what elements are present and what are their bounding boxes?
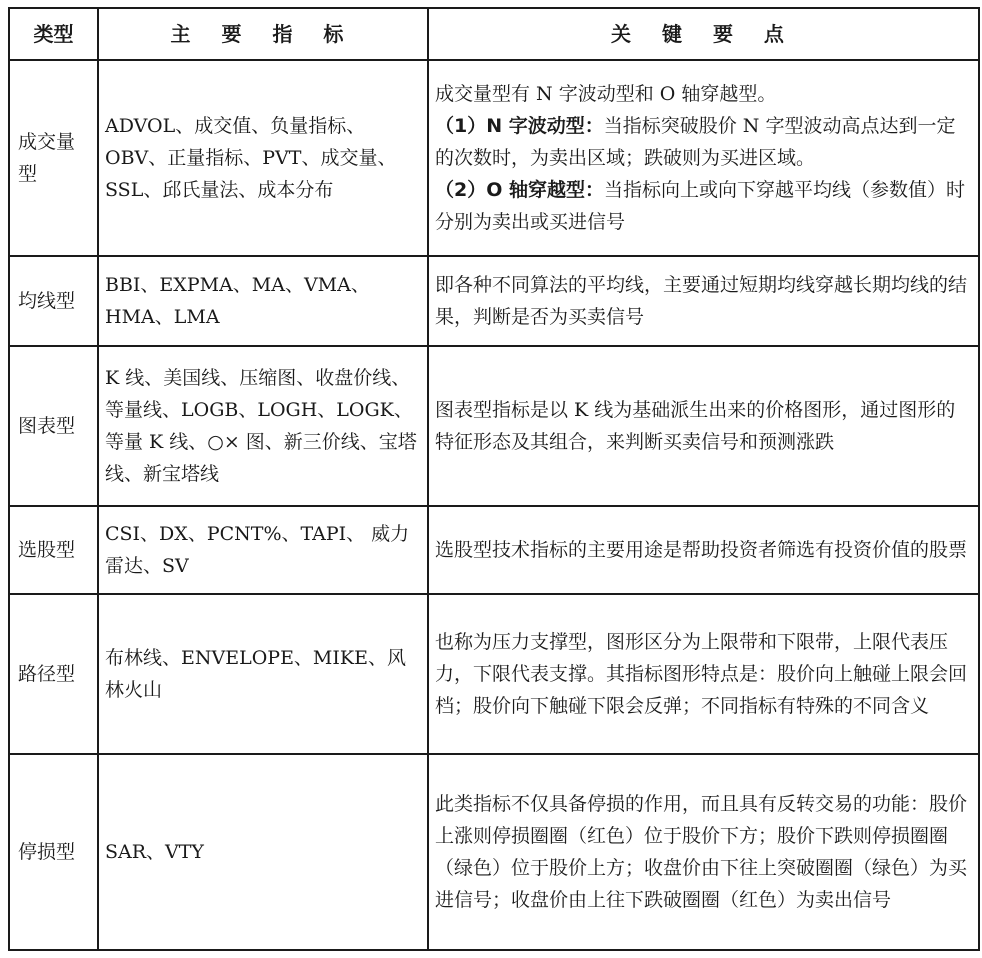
indicators-cell: 布林线、ENVELOPE、MIKE、风林火山 xyxy=(98,594,428,754)
indicators-cell: K 线、美国线、压缩图、收盘价线、等量线、LOGB、LOGH、LOGK、等量 K 线、○× 图、新三价线、宝塔线、新宝塔线 xyxy=(98,346,428,506)
table-row xyxy=(9,594,979,754)
type-cell: 图表型 xyxy=(9,346,98,506)
item-2-text: 当指标向上或向下穿越平均线（参数值）时分别为卖出或买进信号 xyxy=(435,179,966,233)
item-2-label: （2）O 轴穿越型： xyxy=(435,179,604,201)
type-cell: 停损型 xyxy=(9,754,98,950)
points-intro: 成交量型有 N 字波动型和 O 轴穿越型。 xyxy=(435,83,777,105)
points-cell xyxy=(428,60,979,256)
item-1-label: （1）N 字波动型： xyxy=(435,115,604,137)
indicator-table xyxy=(8,7,980,951)
indicators-cell: ADVOL、成交值、负量指标、OBV、正量指标、PVT、成交量、SSL、邱氏量法、成本分布 xyxy=(98,60,428,256)
header-indicators: 主 要 指 标 xyxy=(98,8,428,60)
type-cell: 成交量型 xyxy=(9,60,98,256)
table-row xyxy=(9,506,979,594)
points-item-2 xyxy=(435,174,972,238)
item-1-text: 当指标突破股价 N 字型波动高点达到一定的次数时，为卖出区域；跌破则为买进区域。 xyxy=(435,115,956,169)
indicators-cell: BBI、EXPMA、MA、VMA、HMA、LMA xyxy=(98,256,428,346)
table-row xyxy=(9,346,979,506)
indicators-cell: SAR、VTY xyxy=(98,754,428,950)
table-row xyxy=(9,256,979,346)
table-row xyxy=(9,60,979,256)
type-cell: 选股型 xyxy=(9,506,98,594)
type-cell: 均线型 xyxy=(9,256,98,346)
points-cell: 选股型技术指标的主要用途是帮助投资者筛选有投资价值的股票 xyxy=(428,506,979,594)
points-cell: 也称为压力支撑型，图形区分为上限带和下限带，上限代表压力，下限代表支撑。其指标图形特点是：股价向上触碰上限会回档；股价向下触碰下限会反弹；不同指标有特殊的不同含义 xyxy=(428,594,979,754)
indicators-cell: CSI、DX、PCNT%、TAPI、 威力雷达、SV xyxy=(98,506,428,594)
table-row xyxy=(9,754,979,950)
header-row xyxy=(9,8,979,60)
header-type: 类型 xyxy=(9,8,98,60)
type-cell: 路径型 xyxy=(9,594,98,754)
points-cell: 即各种不同算法的平均线，主要通过短期均线穿越长期均线的结果，判断是否为买卖信号 xyxy=(428,256,979,346)
points-cell: 此类指标不仅具备停损的作用，而且具有反转交易的功能：股价上涨则停损圈圈（红色）位于股价下方；股价下跌则停损圈圈（绿色）位于股价上方；收盘价由下往上突破圈圈（绿色）为买进信号；收盘价由上往下跌破圈圈（红色）为卖出信号 xyxy=(428,754,979,950)
points-item-1 xyxy=(435,110,972,174)
points-cell: 图表型指标是以 K 线为基础派生出来的价格图形，通过图形的特征形态及其组合，来判断买卖信号和预测涨跌 xyxy=(428,346,979,506)
header-key-points: 关 键 要 点 xyxy=(428,8,979,60)
